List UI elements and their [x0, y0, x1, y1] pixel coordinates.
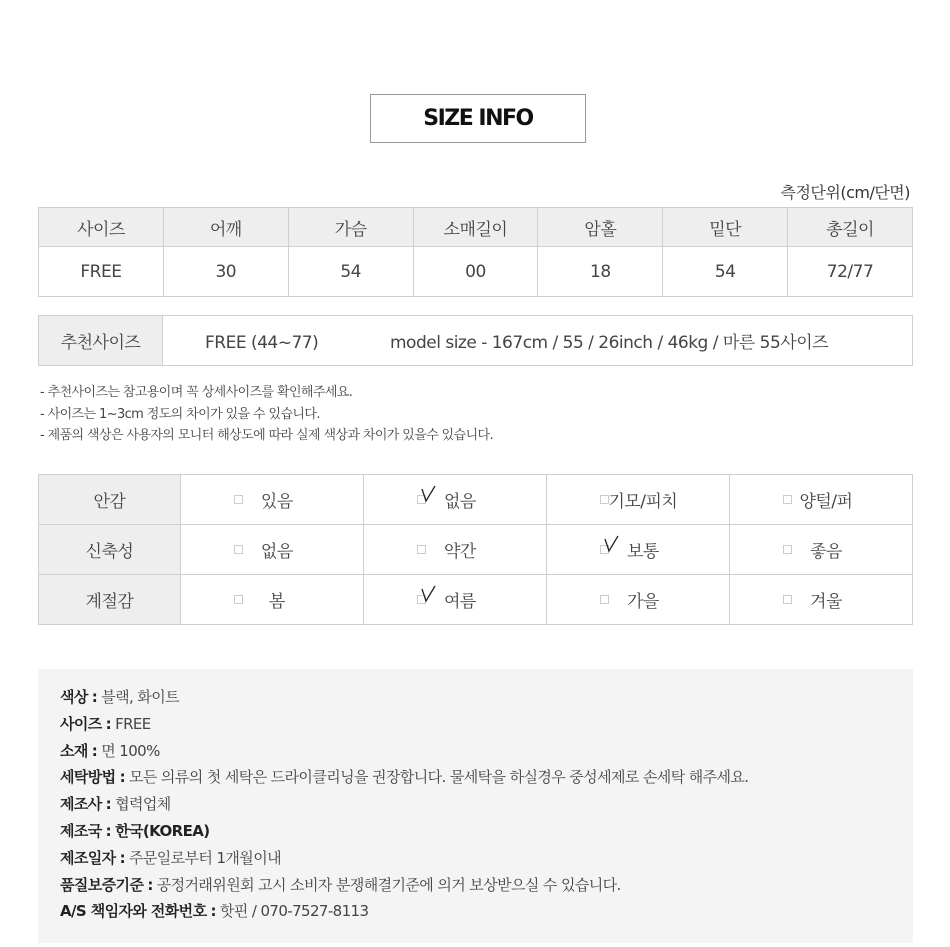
feature-option-label: 있음: [260, 492, 293, 512]
checkbox-icon: [600, 495, 609, 504]
product-info-value: 모든 의류의 첫 세탁은 드라이클리닝을 권장합니다. 물세탁을 하실경우 중성세제로 손세탁 해주세요.: [128, 768, 749, 787]
colon-separator: :: [210, 902, 216, 921]
feature-row: [39, 525, 913, 575]
feature-option-label: 없음: [260, 542, 293, 562]
note-line: - 제품의 색상은 사용자의 모니터 해상도에 따라 실제 색상과 차이가 있을수 있습니다.: [40, 428, 494, 443]
colon-separator: :: [119, 848, 125, 867]
feature-row: [39, 575, 913, 625]
product-info-row: [60, 845, 891, 872]
recommend-free-size: FREE (44~77): [205, 333, 319, 353]
feature-option: [729, 475, 912, 525]
note-line: - 사이즈는 1~3cm 정도의 차이가 있을 수 있습니다.: [40, 406, 320, 422]
product-info-value: FREE: [115, 714, 151, 733]
feature-option: [363, 475, 546, 525]
product-info-value: 주문일로부터 1개월이내: [128, 848, 281, 867]
product-info-row: [60, 898, 891, 925]
checkbox-icon: [234, 495, 243, 504]
feature-option: [180, 575, 363, 625]
colon-separator: :: [119, 768, 125, 787]
product-info-row: [60, 818, 891, 845]
recommend-size-label: 추천사이즈: [39, 316, 163, 366]
feature-row: [39, 475, 913, 525]
product-info-row: [60, 791, 891, 818]
checkbox-icon: [783, 545, 792, 554]
feature-option: [546, 525, 729, 575]
note-line: - 추천사이즈는 참고용이며 꼭 상세사이즈를 확인해주세요.: [40, 385, 353, 400]
product-info-row: [60, 764, 891, 791]
size-header-cell: 어깨: [163, 208, 288, 247]
feature-option: [729, 525, 912, 575]
feature-option-label: 가을: [626, 592, 659, 612]
features-table: [38, 474, 913, 625]
product-info-key: A/S 책임자와 전화번호: [60, 902, 207, 921]
feature-option: [546, 475, 729, 525]
product-info-key: 제조국: [60, 821, 102, 840]
product-info-row: [60, 684, 891, 711]
size-value-cell: 00: [413, 247, 538, 297]
feature-option-label: 여름: [443, 592, 476, 612]
size-header-cell: 소매길이: [413, 208, 538, 247]
colon-separator: :: [105, 821, 112, 840]
feature-option: [729, 575, 912, 625]
feature-option-label: 좋음: [810, 542, 842, 562]
size-header-cell: 가슴: [288, 208, 413, 247]
colon-separator: :: [105, 795, 112, 814]
size-header-cell: 사이즈: [39, 208, 164, 247]
product-info-key: 소재: [60, 741, 88, 760]
size-value-cell: 54: [288, 247, 413, 297]
product-info-value: 한국(KOREA): [115, 821, 210, 840]
product-info-key: 제조일자: [60, 848, 116, 867]
recommend-size-table: [38, 315, 913, 366]
product-info-value: 면 100%: [101, 741, 160, 760]
product-info-value: 공정거래위원회 고시 소비자 분쟁해결기준에 의거 보상받으실 수 있습니다.: [156, 875, 621, 894]
size-value-cell: FREE: [39, 247, 164, 297]
recommend-size-content: [163, 316, 913, 366]
size-value-cell: 72/77: [788, 247, 913, 297]
product-info-value: 협력업체: [115, 795, 171, 814]
size-table-header-row: [39, 208, 913, 247]
product-info-value: 핫핀 / 070-7527-8113: [219, 902, 369, 921]
checkmark-icon: [601, 533, 627, 555]
model-size-text: model size - 167cm / 55 / 26inch / 46kg / 마른 55사이즈: [390, 333, 829, 353]
size-value-cell: 54: [663, 247, 788, 297]
checkbox-icon: [234, 595, 243, 604]
colon-separator: :: [91, 741, 98, 760]
product-info-panel: [38, 669, 913, 943]
feature-option-label: 약간: [443, 542, 476, 562]
feature-option-label: 겨울: [810, 592, 842, 612]
checkmark-icon: [418, 583, 444, 605]
feature-option-label: 봄: [268, 592, 285, 612]
feature-option: [363, 575, 546, 625]
feature-option: [180, 525, 363, 575]
colon-separator: :: [147, 875, 153, 894]
feature-label: 신축성: [39, 525, 181, 575]
feature-option: [546, 575, 729, 625]
product-info-key: 품질보증기준: [60, 875, 144, 894]
size-value-cell: 30: [163, 247, 288, 297]
feature-option-label: 없음: [443, 492, 476, 512]
size-table-row: [39, 247, 913, 297]
product-info-row: [60, 711, 891, 738]
colon-separator: :: [105, 714, 112, 733]
colon-separator: :: [91, 688, 98, 706]
checkbox-icon: [234, 545, 243, 554]
feature-option: [363, 525, 546, 575]
size-header-cell: 총길이: [788, 208, 913, 247]
size-info-title: SIZE INFO: [370, 94, 586, 143]
measurement-unit-label: 측정단위(cm/단면): [780, 183, 910, 202]
size-header-cell: 암홀: [538, 208, 663, 247]
product-info-key: 사이즈: [60, 714, 102, 733]
feature-option-label: 기모/피치: [608, 492, 678, 512]
product-info-row: [60, 738, 891, 765]
recommend-size-row: [39, 316, 913, 366]
feature-label: 계절감: [39, 575, 181, 625]
product-info-value: 블랙, 화이트: [101, 688, 179, 706]
product-info-key: 색상: [60, 688, 88, 706]
checkmark-icon: [418, 483, 444, 505]
checkbox-icon: [417, 545, 426, 554]
size-table: [38, 207, 913, 297]
product-info-key: 제조사: [60, 795, 102, 814]
feature-option-label: 보통: [626, 542, 659, 562]
size-header-cell: 밑단: [663, 208, 788, 247]
product-info-key: 세탁방법: [60, 768, 116, 787]
feature-option-label: 양털/퍼: [799, 492, 853, 512]
feature-option: [180, 475, 363, 525]
feature-label: 안감: [39, 475, 181, 525]
checkbox-icon: [783, 495, 792, 504]
product-info-row: [60, 872, 891, 899]
size-notes: [40, 382, 493, 447]
checkbox-icon: [783, 595, 792, 604]
checkbox-icon: [600, 595, 609, 604]
size-value-cell: 18: [538, 247, 663, 297]
